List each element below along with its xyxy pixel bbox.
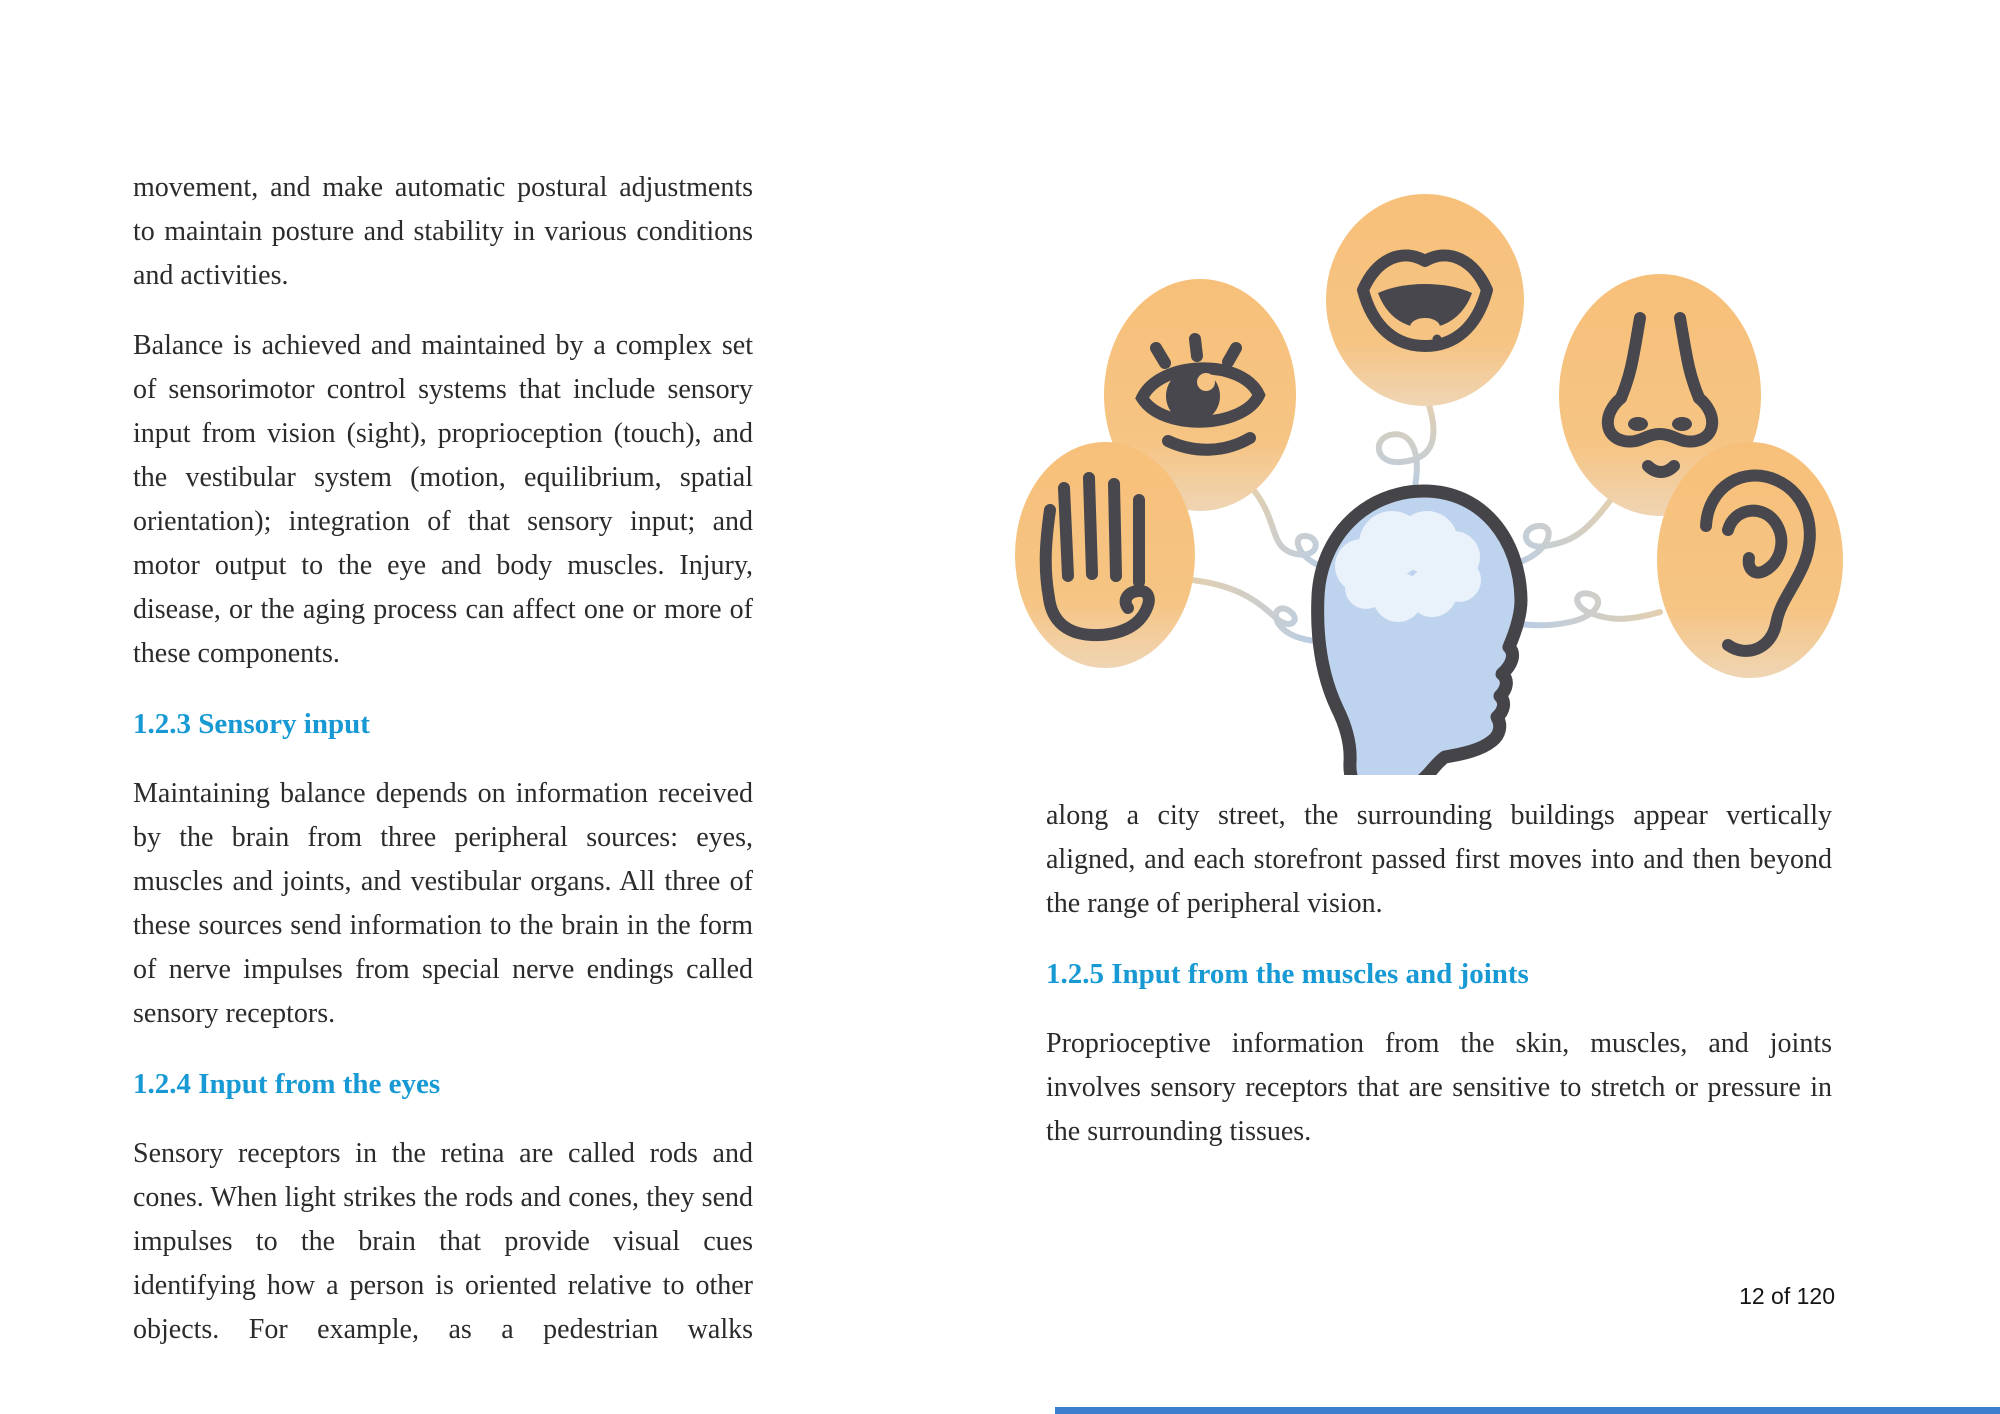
paragraph-proprioceptive: Proprioceptive information from the skin, muscles, and joints involves sensory receptors that are sensitive to stretch or pressure in the surrounding tissues. [1046, 1028, 1832, 1147]
section-heading-1-2-3: 1.2.3 Sensory input [133, 708, 370, 740]
paragraph-sensory-receptors: Sensory receptors in the retina are called rods and cones. When light strikes the rods and cones, they send impulses to the brain that provide visual cues identifying how a person is oriented relative to other objects. For example, as a pedestrian walks [133, 1138, 753, 1345]
five-senses-svg [1000, 150, 1850, 775]
right-column [1046, 794, 1832, 1180]
paragraph-maintaining-balance: Maintaining balance depends on information received by the brain from three peripheral sources: eyes, muscles and joints, and vestibular organs. All three of these sources send information to the brain in the form of nerve impulses from special nerve endings called sensory receptors. [133, 778, 753, 1029]
paragraph-city-street: along a city street, the surrounding buildings appear vertically aligned, and each storefront passed first moves into and then beyond the range of peripheral vision. [1046, 800, 1832, 919]
left-column [133, 166, 753, 1378]
progress-bar [1055, 1407, 2000, 1414]
paragraph-balance: Balance is achieved and maintained by a complex set of sensorimotor control systems that include sensory input from vision (sight), proprioception (touch), and the vestibular system (motion, equilibrium, spatial orientation); integration of that sensory input; and motor output to the eye and body muscles. Injury, disease, or the aging process can affect one or more of these components. [133, 330, 753, 669]
five-senses-illustration [1000, 150, 1850, 775]
paragraph-movement: movement, and make automatic postural adjustments to maintain posture and stability in various conditions and activities. [133, 172, 753, 291]
head-brain-illustration [1318, 491, 1521, 775]
page-number: 12 of 120 [1739, 1283, 1835, 1309]
section-heading-1-2-4: 1.2.4 Input from the eyes [133, 1068, 441, 1100]
section-heading-1-2-5: 1.2.5 Input from the muscles and joints [1046, 958, 1529, 990]
